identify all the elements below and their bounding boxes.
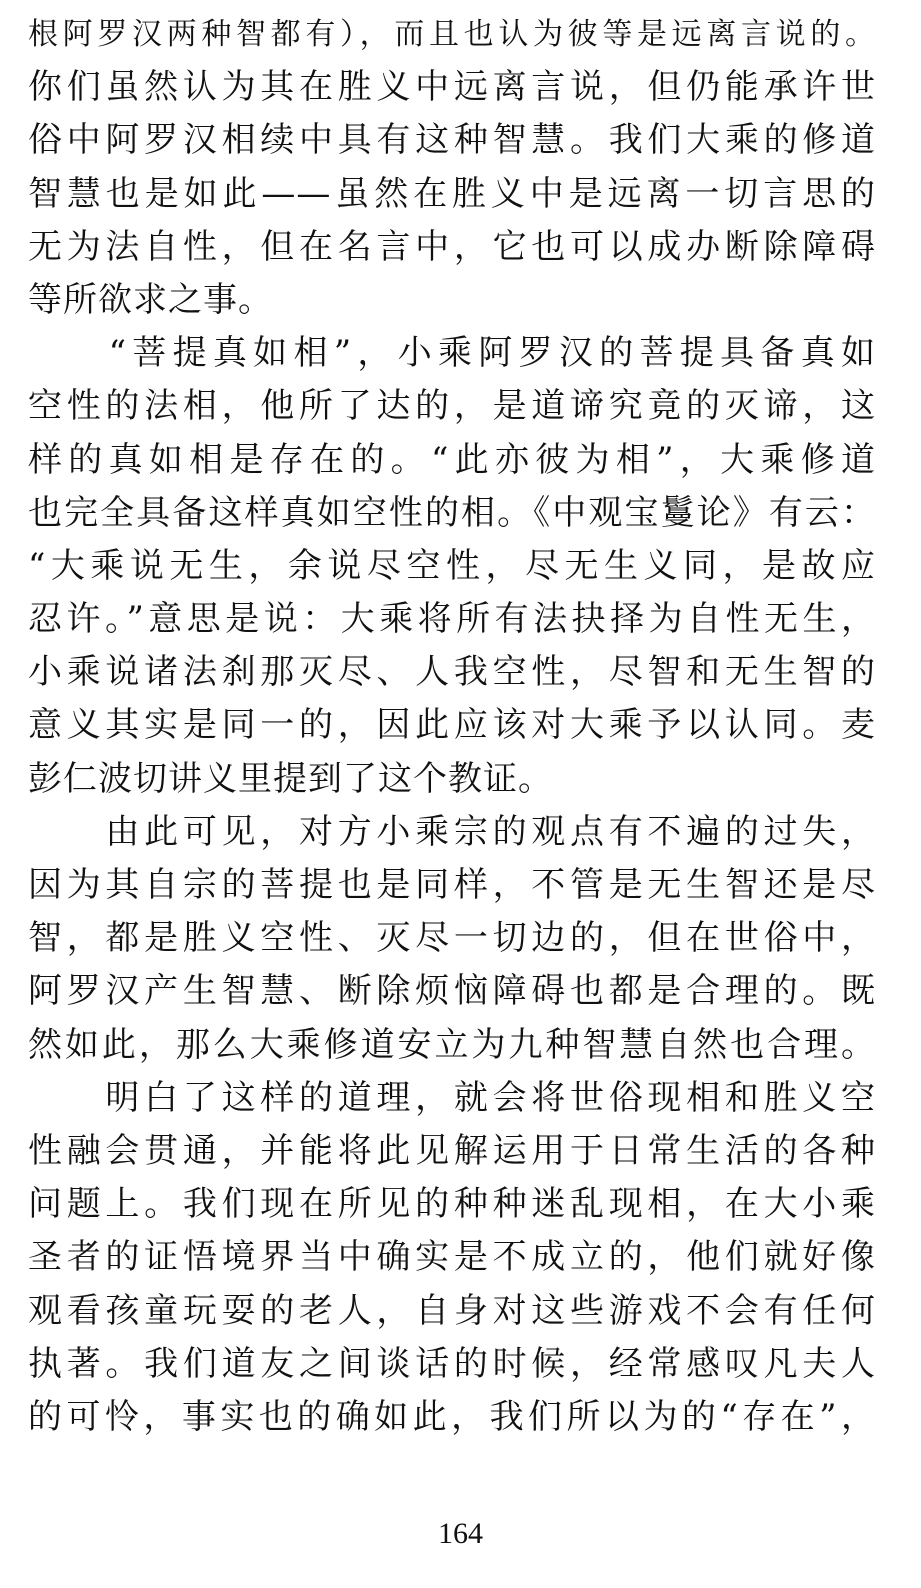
text-line: 意义其实是同一的，因此应该对大乘予以认同。麦 [28, 705, 876, 746]
text-line: 然如此，那么大乘修道安立为九种智慧自然也合理。 [28, 1024, 876, 1065]
text-line: 智慧也是如此——虽然在胜义中是远离一切言思的 [28, 173, 876, 214]
text-line: 的可怜，事实也的确如此，我们所以为的“存在”， [28, 1396, 876, 1437]
text-line: 忍许。”意思是说：大乘将所有法抉择为自性无生， [28, 599, 876, 640]
text-line: 空性的法相，他所了达的，是道谛究竟的灭谛，这 [28, 386, 876, 427]
text-line: 执著。我们道友之间谈话的时候，经常感叹凡夫人 [28, 1343, 876, 1384]
text-line: 因为其自宗的菩提也是同样，不管是无生智还是尽 [28, 865, 876, 905]
text-line: 你们虽然认为其在胜义中远离言说，但仍能承许世 [28, 67, 876, 108]
text-line: 根阿罗汉两种智都有），而且也认为彼等是远离言说的。 [28, 17, 876, 52]
text-line: 明白了这样的道理，就会将世俗现相和胜义空 [28, 1077, 876, 1118]
text-line: 观看孩童玩耍的老人，自身对这些游戏不会有任何 [28, 1290, 876, 1331]
body-text [28, 8, 876, 1444]
page-number: 164 [438, 1517, 483, 1550]
text-line: “菩提真如相”，小乘阿罗汉的菩提具备真如 [28, 333, 876, 374]
text-line: 无为法自性，但在名言中，它也可以成办断除障碍 [28, 226, 876, 267]
text-line: 智，都是胜义空性、灭尽一切边的，但在世俗中， [28, 918, 876, 959]
text-line: 样的真如相是存在的。“此亦彼为相”，大乘修道 [28, 439, 876, 480]
text-line: 圣者的证悟境界当中确实是不成立的，他们就好像 [28, 1237, 876, 1278]
text-line: 等所欲求之事。 [28, 279, 273, 320]
text-line: 性融会贯通，并能将此见解运用于日常生活的各种 [28, 1130, 876, 1171]
text-line: 阿罗汉产生智慧、断除烦恼障碍也都是合理的。既 [28, 971, 876, 1012]
text-line: 小乘说诸法刹那灭尽、人我空性，尽智和无生智的 [28, 652, 876, 693]
text-line: 问题上。我们现在所见的种种迷乱现相，在大小乘 [28, 1184, 876, 1225]
text-line: 由此可见，对方小乘宗的观点有不遍的过失， [28, 811, 876, 852]
text-line: 俗中阿罗汉相续中具有这种智慧。我们大乘的修道 [28, 120, 876, 161]
text-line: “大乘说无生，余说尽空性，尽无生义同，是故应 [28, 545, 876, 586]
text-line: 也完全具备这样真如空性的相。《中观宝鬘论》有云： [28, 492, 876, 533]
text-line: 彭仁波切讲义里提到了这个教证。 [28, 758, 553, 799]
